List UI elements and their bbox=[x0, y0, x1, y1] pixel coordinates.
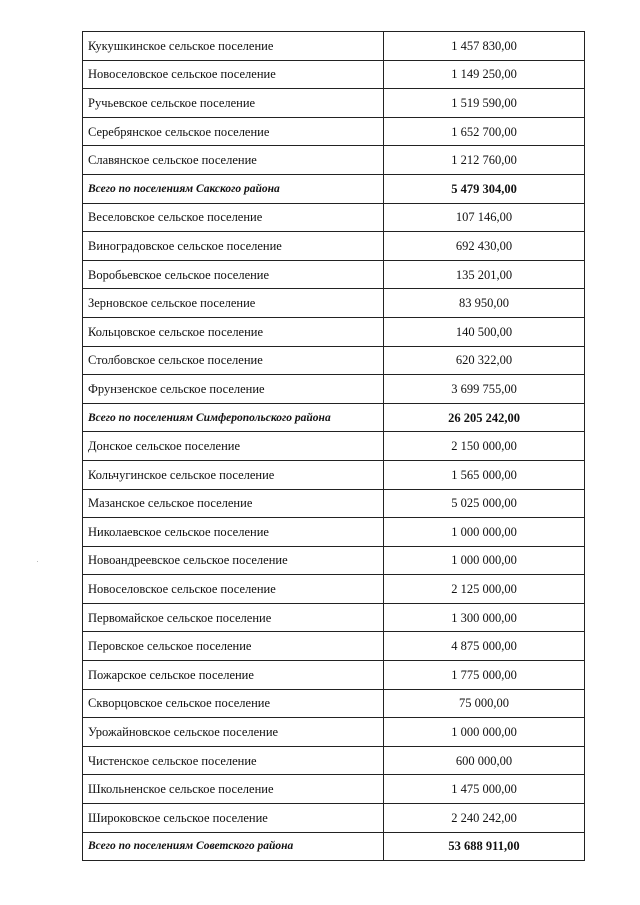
table-row bbox=[83, 775, 585, 804]
amount-cell: 1 775 000,00 bbox=[384, 661, 585, 690]
table-row bbox=[83, 804, 585, 833]
settlement-name-cell: Урожайновское сельское поселение bbox=[83, 718, 384, 747]
table-row bbox=[83, 689, 585, 718]
settlement-name-cell: Пожарское сельское поселение bbox=[83, 661, 384, 690]
amount-cell: 1 519 590,00 bbox=[384, 89, 585, 118]
table-row bbox=[83, 117, 585, 146]
settlement-name-cell: Чистенское сельское поселение bbox=[83, 746, 384, 775]
amount-cell: 1 149 250,00 bbox=[384, 60, 585, 89]
settlement-name-cell: Кукушкинское сельское поселение bbox=[83, 32, 384, 61]
table-row-total bbox=[83, 403, 585, 432]
settlement-name-cell: Николаевское сельское поселение bbox=[83, 518, 384, 547]
table-row bbox=[83, 518, 585, 547]
amount-cell: 5 025 000,00 bbox=[384, 489, 585, 518]
amount-cell: 107 146,00 bbox=[384, 203, 585, 232]
table-row bbox=[83, 89, 585, 118]
amount-cell: 620 322,00 bbox=[384, 346, 585, 375]
settlement-name-cell: Серебрянское сельское поселение bbox=[83, 117, 384, 146]
amount-cell: 1 457 830,00 bbox=[384, 32, 585, 61]
table-row bbox=[83, 575, 585, 604]
table-row bbox=[83, 489, 585, 518]
amount-cell: 1 000 000,00 bbox=[384, 518, 585, 547]
table-row bbox=[83, 375, 585, 404]
amount-cell: 2 125 000,00 bbox=[384, 575, 585, 604]
amount-cell: 1 000 000,00 bbox=[384, 718, 585, 747]
amount-cell: 692 430,00 bbox=[384, 232, 585, 261]
total-label-cell: Всего по поселениям Сакского района bbox=[83, 174, 384, 203]
settlement-name-cell: Кольцовское сельское поселение bbox=[83, 317, 384, 346]
table-row bbox=[83, 661, 585, 690]
total-amount-cell: 5 479 304,00 bbox=[384, 174, 585, 203]
settlement-name-cell: Фрунзенское сельское поселение bbox=[83, 375, 384, 404]
table-row bbox=[83, 203, 585, 232]
settlement-name-cell: Школьненское сельское поселение bbox=[83, 775, 384, 804]
table-row bbox=[83, 718, 585, 747]
amount-cell: 1 652 700,00 bbox=[384, 117, 585, 146]
total-amount-cell: 53 688 911,00 bbox=[384, 832, 585, 861]
table-row bbox=[83, 546, 585, 575]
settlement-budget-table bbox=[82, 31, 585, 861]
amount-cell: 600 000,00 bbox=[384, 746, 585, 775]
table-row-total bbox=[83, 832, 585, 861]
settlement-name-cell: Мазанское сельское поселение bbox=[83, 489, 384, 518]
settlement-name-cell: Воробьевское сельское поселение bbox=[83, 260, 384, 289]
amount-cell: 1 475 000,00 bbox=[384, 775, 585, 804]
total-amount-cell: 26 205 242,00 bbox=[384, 403, 585, 432]
settlement-name-cell: Кольчугинское сельское поселение bbox=[83, 460, 384, 489]
table-row bbox=[83, 32, 585, 61]
amount-cell: 3 699 755,00 bbox=[384, 375, 585, 404]
total-label-cell: Всего по поселениям Советского района bbox=[83, 832, 384, 861]
settlement-name-cell: Веселовское сельское поселение bbox=[83, 203, 384, 232]
amount-cell: 1 565 000,00 bbox=[384, 460, 585, 489]
settlement-name-cell: Столбовское сельское поселение bbox=[83, 346, 384, 375]
settlement-name-cell: Первомайское сельское поселение bbox=[83, 603, 384, 632]
table-row bbox=[83, 346, 585, 375]
amount-cell: 140 500,00 bbox=[384, 317, 585, 346]
settlement-name-cell: Новоандреевское сельское поселение bbox=[83, 546, 384, 575]
amount-cell: 75 000,00 bbox=[384, 689, 585, 718]
amount-cell: 1 000 000,00 bbox=[384, 546, 585, 575]
table-row bbox=[83, 746, 585, 775]
table-row bbox=[83, 289, 585, 318]
settlement-name-cell: Виноградовское сельское поселение bbox=[83, 232, 384, 261]
amount-cell: 135 201,00 bbox=[384, 260, 585, 289]
scan-dot bbox=[37, 561, 38, 562]
table-row bbox=[83, 60, 585, 89]
amount-cell: 83 950,00 bbox=[384, 289, 585, 318]
table-row bbox=[83, 432, 585, 461]
settlement-name-cell: Новоселовское сельское поселение bbox=[83, 575, 384, 604]
table-row bbox=[83, 632, 585, 661]
table-row bbox=[83, 317, 585, 346]
table-row bbox=[83, 603, 585, 632]
settlement-name-cell: Славянское сельское поселение bbox=[83, 146, 384, 175]
table-row bbox=[83, 232, 585, 261]
settlement-name-cell: Зерновское сельское поселение bbox=[83, 289, 384, 318]
amount-cell: 4 875 000,00 bbox=[384, 632, 585, 661]
amount-cell: 2 240 242,00 bbox=[384, 804, 585, 833]
table-row bbox=[83, 460, 585, 489]
amount-cell: 2 150 000,00 bbox=[384, 432, 585, 461]
table-row bbox=[83, 146, 585, 175]
table-row-total bbox=[83, 174, 585, 203]
table-row bbox=[83, 260, 585, 289]
table-body bbox=[83, 32, 585, 861]
settlement-name-cell: Ручьевское сельское поселение bbox=[83, 89, 384, 118]
settlement-name-cell: Донское сельское поселение bbox=[83, 432, 384, 461]
settlement-name-cell: Скворцовское сельское поселение bbox=[83, 689, 384, 718]
settlement-name-cell: Новоселовское сельское поселение bbox=[83, 60, 384, 89]
settlement-name-cell: Перовское сельское поселение bbox=[83, 632, 384, 661]
total-label-cell: Всего по поселениям Симферопольского района bbox=[83, 403, 384, 432]
amount-cell: 1 300 000,00 bbox=[384, 603, 585, 632]
settlement-name-cell: Широковское сельское поселение bbox=[83, 804, 384, 833]
amount-cell: 1 212 760,00 bbox=[384, 146, 585, 175]
